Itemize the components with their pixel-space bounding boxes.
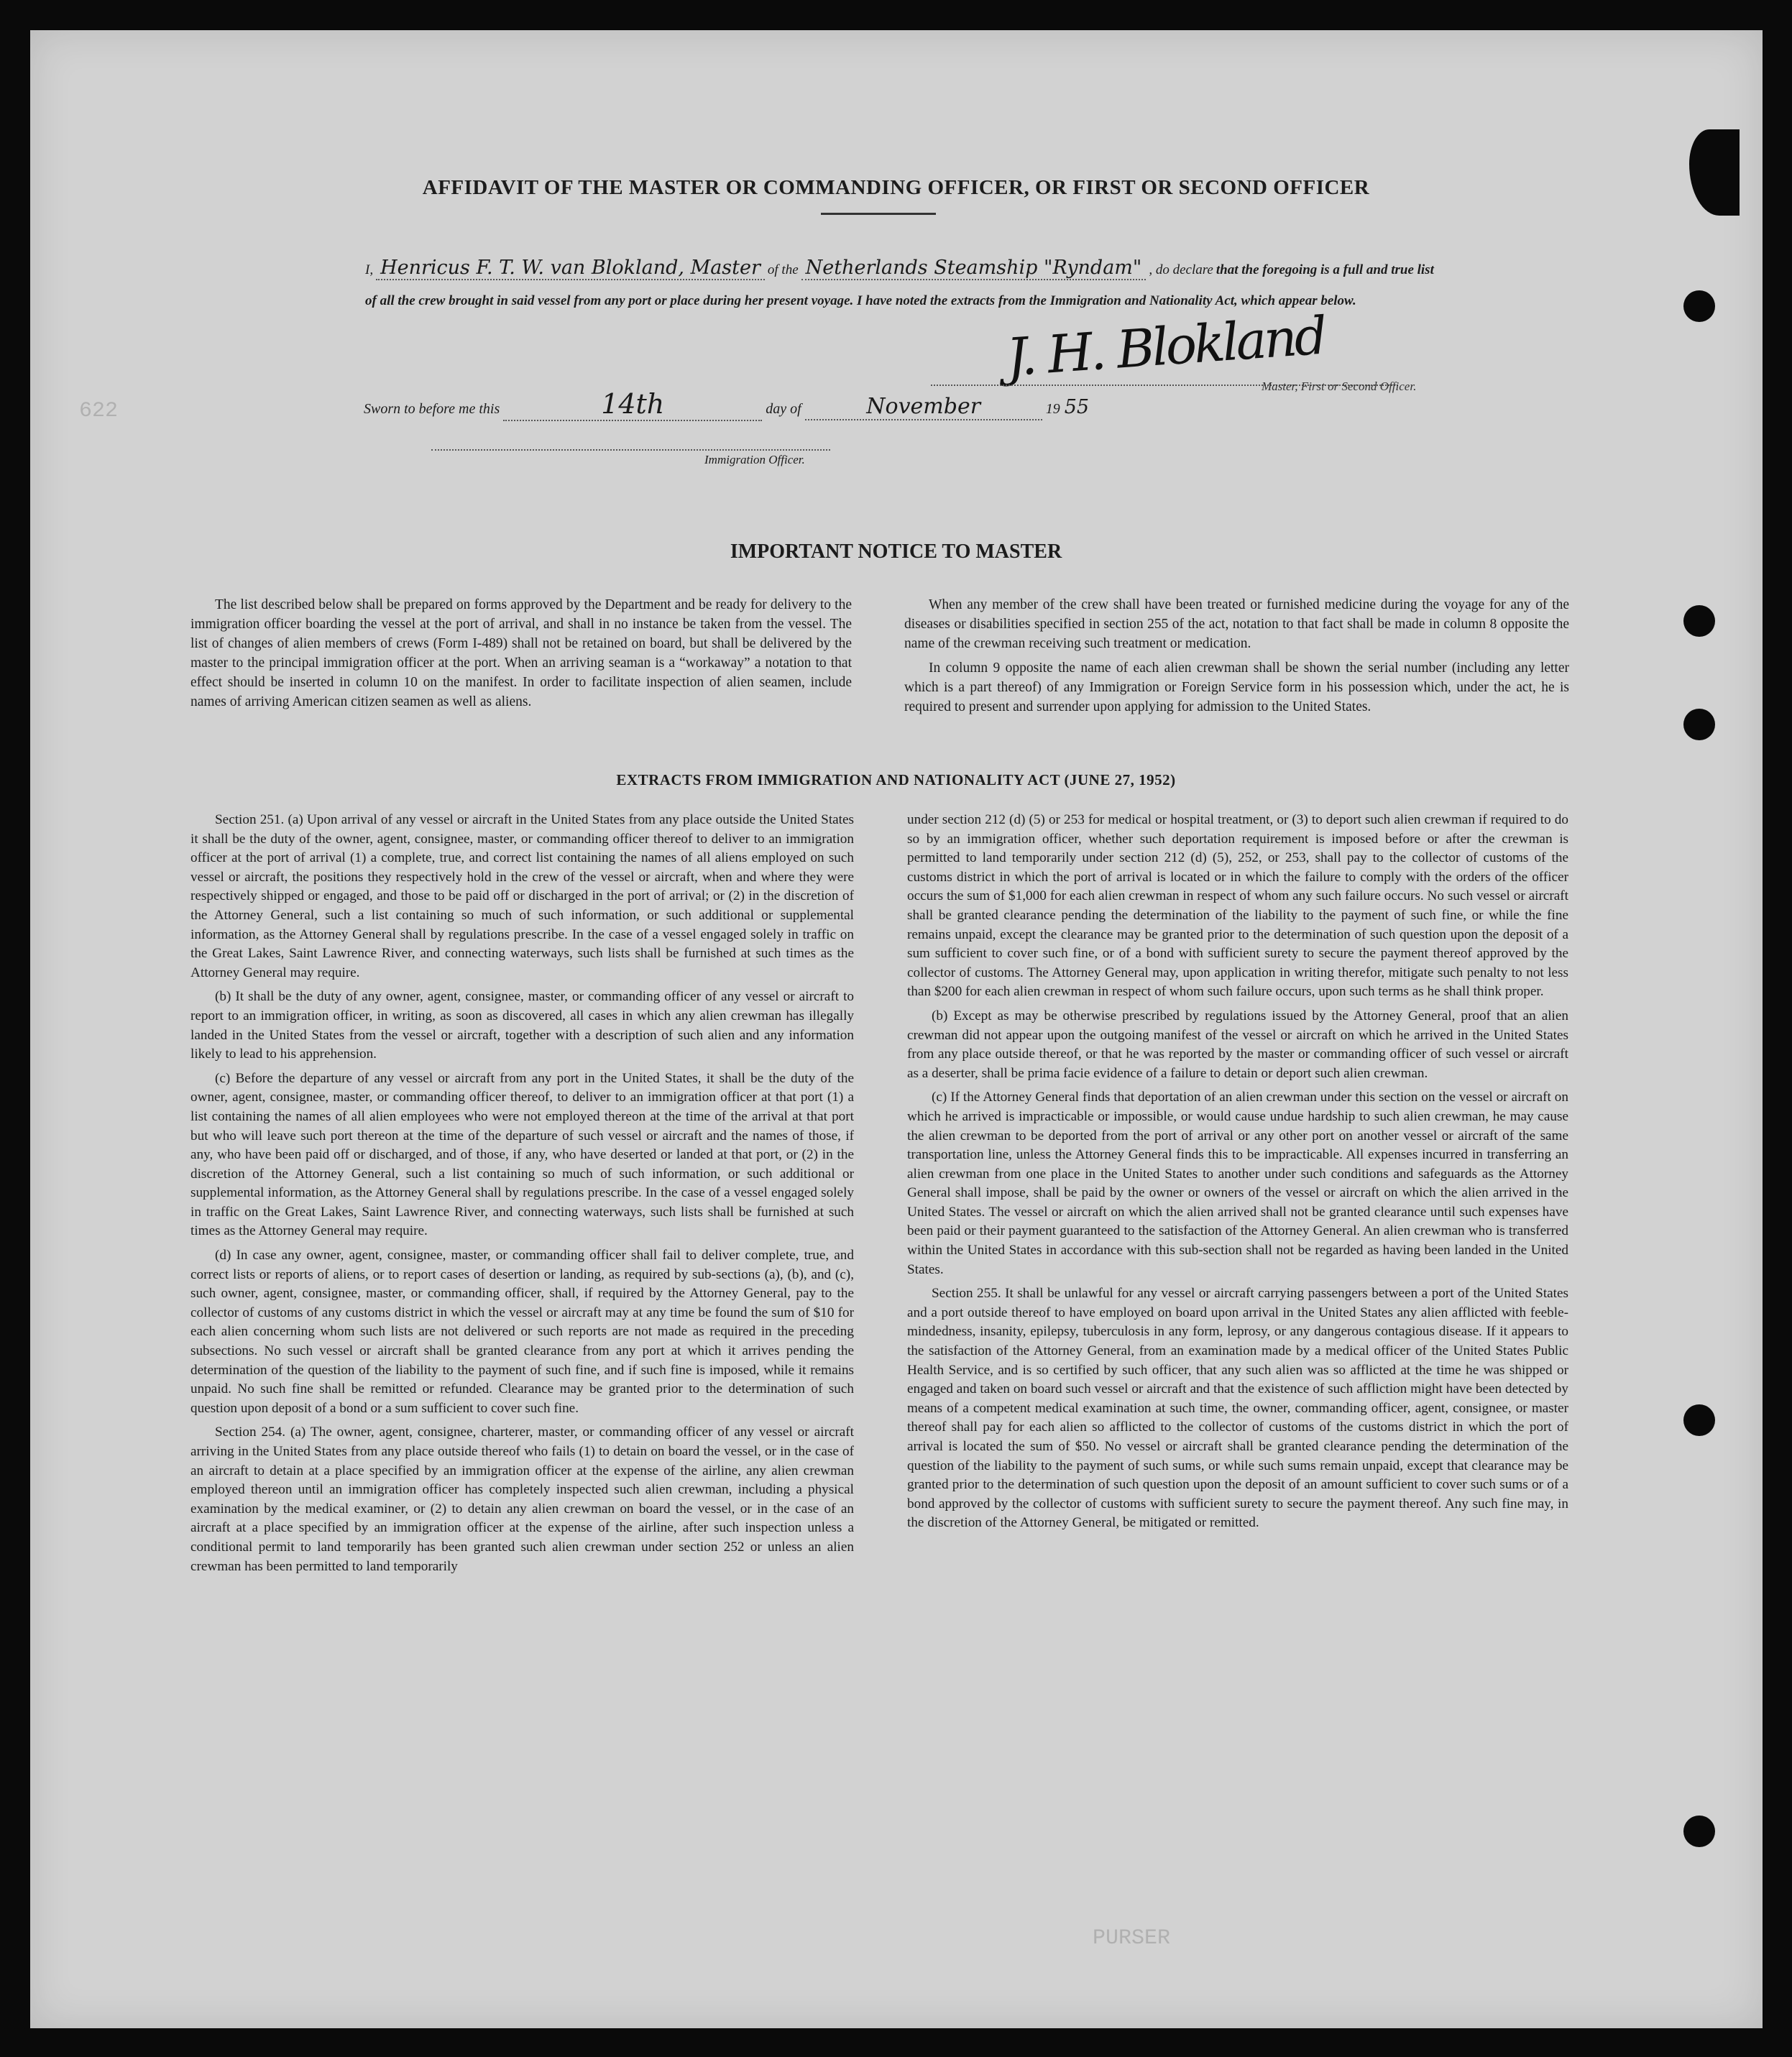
day-of-label: day of — [766, 401, 801, 417]
declaration-text: that the foregoing is a full and true list of all the crew brought in said vessel from any port or place during her present voyage. I have noted the extracts from the Immigration and Nationality Act, which appear below. — [365, 262, 1434, 308]
notice-left-column — [190, 595, 852, 717]
immigration-officer-label: Immigration Officer. — [704, 453, 805, 466]
vessel-name-handwritten: Netherlands Steamship "Ryndam" — [801, 257, 1147, 280]
sworn-day-field — [503, 388, 762, 421]
statute-paragraph: (c) Before the departure of any vessel or aircraft from any port in the United States, it shall be the duty of the owner, agent, consignee, master, or commanding officer thereof, to deliver to an immigration officer at that port (1) a list containing the names of all alien employees who were not employed thereon at the time of the arrival at that port but who will leave such port thereon at the time of the departure of such vessel or aircraft and the names of those, if any, who have been paid off or discharged, and of those, if any, who have deserted or landed at that port, or (2) in the discretion of the Attorney General, such a list containing so much of such information, or such additional or supplemental information, as the Attorney General shall by regulations prescribe. In the case of a vessel engaged solely in traffic on the Great Lakes, Saint Lawrence River, and connecting waterways, such lists shall be furnished at such times as the Attorney General may require. — [190, 1070, 854, 1239]
statute-paragraph: (b) Except as may be otherwise prescribed by regulations issued by the Attorney General, proof that an alien crewman did not appear upon the outgoing manifest of the vessel or aircraft on which he arrived in the United States from any place outside thereof, or that he was reported by the master or commanding officer of such vessel or aircraft as a deserter, shall be prima facie evidence of a failure to detain or deport such alien crewman. — [907, 1008, 1568, 1081]
sworn-label: Sworn to before me this — [364, 401, 500, 417]
statute-paragraph: (c) If the Attorney General finds that deportation of an alien crewman under this section on the vessel or aircraft on which he arrived is impracticable or impossible, or would cause undue hardship to such alien crewman, he may cause the alien crewman to be deported from the port of arrival or any other port on another vessel or aircraft of the same transportation line, unless the Attorney General finds this to be impracticable. All expenses incurred in transferring an alien crewman from one place in the United States to another under such conditions and safeguards as the Attorney General shall impose, shall be paid by the owner or owners of the vessel or aircraft on which the alien arrived in the United States. The vessel or aircraft on which the alien arrived shall not be granted clearance until such expenses have been paid or their payment guaranteed to the satisfaction of the Attorney General. An alien crewman who is transferred within the United States in accordance with this sub-section shall not be regarded as having been landed in the United States. — [907, 1090, 1568, 1277]
statute-paragraph: Section 251. (a) Upon arrival of any vessel or aircraft in the United States from any place outside the United States it shall be the duty of the owner, agent, consignee, master, or commanding officer thereof to deliver to an immigration officer at the port of arrival (1) a complete, true, and correct list containing the names of all aliens employed on such vessel or aircraft, the positions they respectively hold in the crew of the vessel or aircraft, when and where they were respectively shipped or engaged, and those to be paid off or discharged in the port of arrival; or (2) in the discretion of the Attorney General, such a list containing so much of such information, or such additional or supplemental information, as the Attorney General shall by regulations prescribe. In the case of a vessel engaged solely in traffic on the Great Lakes, Saint Lawrence River, and connecting waterways, such lists shall be furnished at such times as the Attorney General may require. — [190, 812, 854, 980]
notice-paragraph: In column 9 opposite the name of each alien crewman shall be shown the serial number (including any letter which is a part thereof) of any Immigration or Foreign Service form in his possession which, under the act, he is required to present and surrender upon applying for admission to the United States. — [904, 661, 1569, 714]
statute-paragraph: under section 212 (d) (5) or 253 for medical or hospital treatment, or (3) to deport such alien crewman if required to do so by an immigration officer, whether such deportation requirement is imposed before or after the crewman is permitted to land temporarily under section 212 (d) (5), 252, or 253, shall pay to the collector of customs of the customs district in which the port of arrival is located or in which the failure to comply with the orders of the officer occurs the sum of $1,000 for each alien crewman in respect of whom any such failure occurs. No such vessel or aircraft shall be granted clearance pending the determination of the liability to the payment of such fine, or while the fine remains unpaid, except the clearance may be granted prior to the determination of such question upon the deposit of a sum sufficient to cover such fine, or of a bond with sufficient surety to secure the payment thereof approved by the collector of customs. The Attorney General may, upon application in writing therefor, mitigate such penalty to not less than $200 for each alien crewman in respect of whom such failure occurs, upon such terms as he shall think proper. — [907, 812, 1568, 1000]
extracts-left-column — [190, 811, 854, 1581]
notice-paragraph: When any member of the crew shall have been treated or furnished medicine during the voyage for any of the diseases or disabilities specified in section 255 of the act, notation to that fact shall be made in column 8 opposite the name of the crewman receiving such treatment or medication. — [904, 597, 1569, 651]
bleed-through: PURSER — [1093, 1926, 1171, 1951]
binder-hole — [1683, 1404, 1715, 1436]
statute-paragraph: Section 255. It shall be unlawful for any vessel or aircraft carrying passengers between a port of the United States and a port outside thereof to have employed on board upon arrival in the United States any alien afflicted with feeble-mindedness, insanity, epilepsy, tuberculosis in any form, leprosy, or any dangerous contagious disease. If it appears to the satisfaction of the Attorney General, from an examination made by a medical officer of the United States Public Health Service, and is so certified by such officer, that any such alien was so afflicted at the time he was shipped or engaged and taken on board such vessel or aircraft and that the existence of such affliction might have been detected by means of a competent medical examination at such time, the owner, commanding officer, agent, consignee, or master thereof shall pay for each alien so afflicted to the collector of customs of the customs district in which the port of arrival is located the sum of $50. No vessel or aircraft shall be granted clearance pending the determination of the question of the liability to the payment of such sums, or while such sums remain unpaid, except that clearance may be granted prior to the determination of such question upon the deposit of an amount sufficient to cover such sums or of a bond approved by the collector of customs with sufficient surety to secure the payment thereof. Any such fine may, in the discretion of the Attorney General, be mitigated or remitted. — [907, 1286, 1568, 1531]
bleed-through: 622 — [79, 399, 119, 423]
sworn-month-field — [805, 394, 1042, 420]
year-suffix: 55 — [1064, 396, 1090, 418]
master-signature: J. H. Blokland — [1004, 305, 1327, 388]
statute-paragraph: (b) It shall be the duty of any owner, agent, consignee, master, or commanding officer of any vessel or aircraft to report to an immigration officer, in writing, as soon as discovered, all cases in which any alien crewman has illegally landed in the United States from the vessel or aircraft, together with a description of such alien and any information likely to lead to his apprehension. — [190, 989, 854, 1062]
binder-hole — [1683, 1816, 1715, 1847]
binder-hole — [1683, 709, 1715, 740]
i-label: I, — [365, 262, 374, 277]
affidavit-title: AFFIDAVIT OF THE MASTER OR COMMANDING OFFICER, OR FIRST OR SECOND OFFICER — [422, 176, 1370, 199]
title-rule — [821, 213, 936, 215]
notice-title: IMPORTANT NOTICE TO MASTER — [730, 540, 1062, 563]
statute-paragraph: (d) In case any owner, agent, consignee, master, or commanding officer shall fail to deliver complete, true, and correct lists or reports of aliens, or to report cases of desertion or landing, as required by sub-sections (a), (b), and (c), such owner, agent, consignee, master, or commanding officer, shall, if required by the Attorney General, pay to the collector of customs of any customs district in which the vessel or aircraft may at any time be found the sum of $10 for each alien concerning whom such lists are not delivered or such reports are not made as required in the preceding subsections. No such vessel or aircraft shall be granted clearance from any port at which it arrives pending the determination of the question of the liability to the payment of such fine, and if such fine is imposed, while it remains unpaid. No such fine shall be remitted or refunded. Clearance may be granted prior to the determination of such question upon deposit of a bond or a sum sufficient to cover such fine. — [190, 1248, 854, 1416]
immigration-officer-line — [431, 449, 830, 451]
notice-right-column — [904, 595, 1569, 722]
master-name-handwritten: Henricus F. T. W. van Blokland, Master — [376, 257, 765, 280]
sworn-month: November — [866, 394, 981, 419]
signature-label: Master, First or Second Officer. — [1262, 379, 1417, 393]
binder-hole — [1683, 605, 1715, 637]
do-declare-label: , do declare — [1149, 262, 1213, 277]
binder-hole — [1683, 290, 1715, 322]
extracts-right-column — [907, 811, 1568, 1538]
declaration-block — [365, 253, 1435, 317]
extracts-title: EXTRACTS FROM IMMIGRATION AND NATIONALITY ACT (JUNE 27, 1952) — [616, 771, 1176, 788]
year-prefix: 19 — [1045, 401, 1060, 417]
notice-paragraph: The list described below shall be prepared on forms approved by the Department and be ready for delivery to the immigration officer boarding the vessel at the port of arrival, and shall in no instance be taken from the vessel. The list of changes of alien members of crews (Form I-489) shall not be retained on board, but shall be delivered by the master to the principal immigration officer at the port. When an arriving seaman is a “workaway” a notation to that effect should be inserted in column 10 on the manifest. In order to facilitate inspection of alien seamen, include names of arriving American citizen seamen as well as aliens. — [190, 597, 852, 709]
sworn-line — [364, 388, 1093, 421]
of-the-label: of the — [767, 262, 799, 277]
sworn-day: 14th — [601, 388, 665, 420]
statute-paragraph: Section 254. (a) The owner, agent, consignee, charterer, master, or commanding officer of any vessel or aircraft arriving in the United States from any place outside thereof who fails (1) to detain on board the vessel, or in the case of an aircraft to detain at a place specified by an immigration officer at the expense of the airline, any alien crewman employed thereon until an immigration officer has completely inspected such alien crewman, including a physical examination by the medical examiner, or (2) to detain any alien crewman on board the vessel, or in the case of an aircraft at a place specified by an immigration officer at the expense of the airline, after such inspection unless a conditional permit to land temporarily has been granted such alien crewman under section 252 or unless an alien crewman has been permitted to land temporarily — [190, 1425, 854, 1574]
